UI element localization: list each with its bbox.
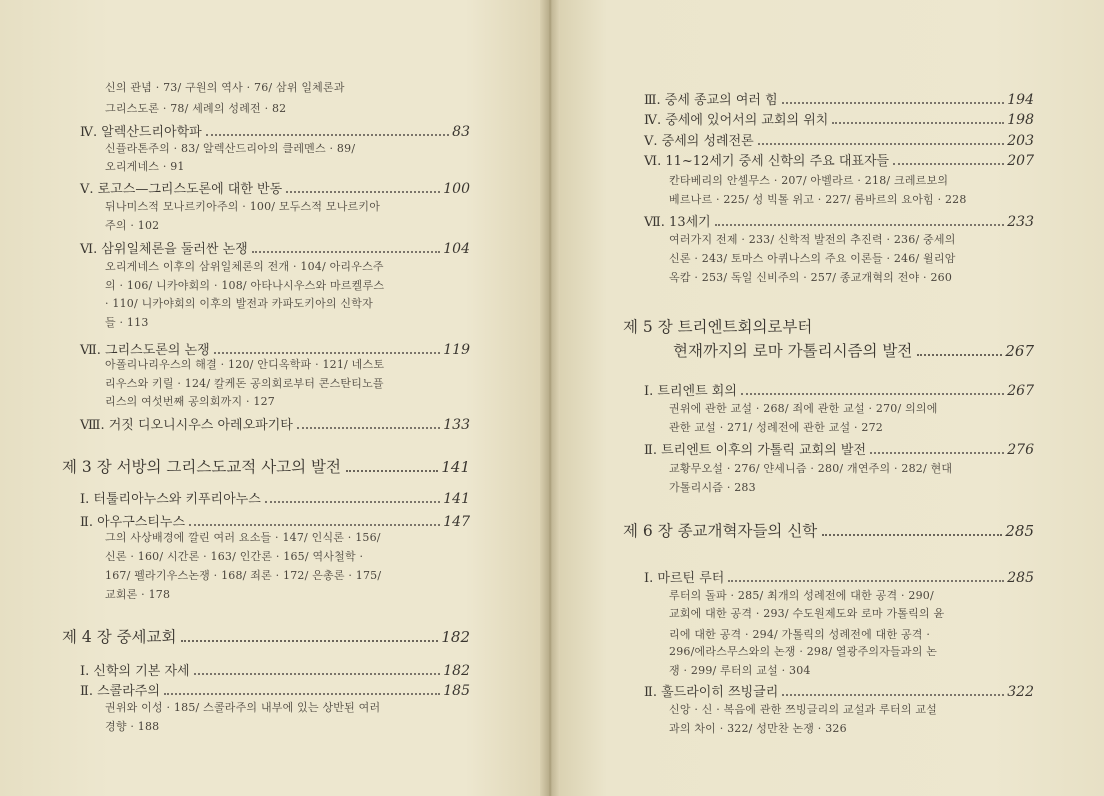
toc-entry[interactable] <box>644 681 1034 700</box>
toc-entry[interactable] <box>80 121 470 140</box>
entry-title: Ⅶ. 그리스도론의 논쟁 <box>80 343 210 358</box>
toc-entry[interactable] <box>80 511 470 530</box>
toc-subtopics: 그의 사상배경에 깔린 여러 요소들 · 147/ 인식론 · 156/ <box>105 531 381 544</box>
dot-leader <box>782 694 1004 696</box>
page-number: 267 <box>1005 342 1034 360</box>
toc-subtopics: 167/ 펠라기우스논쟁 · 168/ 죄론 · 172/ 은총론 · 175/ <box>105 569 382 582</box>
toc-subtopics: 권위와 이성 · 185/ 스콜라주의 내부에 있는 상반된 여러 <box>105 701 381 714</box>
toc-entry[interactable] <box>80 660 470 679</box>
toc-entry[interactable] <box>644 109 1034 128</box>
toc-subtopics: 오리게네스 · 91 <box>105 160 185 173</box>
dot-leader <box>189 524 440 526</box>
entry-title: Ⅵ. 11~12세기 중세 신학의 주요 대표자들 <box>644 154 890 169</box>
entry-title: Ⅰ. 터툴리아누스와 키푸리아누스 <box>80 492 261 507</box>
toc-subtopics: 교황무오설 · 276/ 얀세니즘 · 280/ 개연주의 · 282/ 현대 <box>669 462 953 475</box>
toc-subtopics: 뒤나미스적 모나르키아주의 · 100/ 모두스적 모나르키아 <box>105 200 381 213</box>
dot-leader <box>346 470 438 472</box>
dot-leader <box>206 134 449 136</box>
toc-subtopics: 신앙 · 신 · 복음에 관한 쯔빙글리의 교설과 루터의 교설 <box>669 703 938 716</box>
dot-leader <box>870 452 1004 454</box>
dot-leader <box>214 352 441 354</box>
page-number: 267 <box>1007 383 1034 399</box>
page-number: 119 <box>443 342 470 358</box>
toc-entry[interactable] <box>80 178 470 197</box>
book-gutter <box>540 0 560 796</box>
toc-entry[interactable] <box>644 130 1034 149</box>
toc-subtopics: 과의 차이 · 322/ 성만찬 논쟁 · 326 <box>669 722 847 735</box>
entry-title: Ⅴ. 로고스—그리스도론에 대한 반동 <box>80 182 283 197</box>
page-number: 182 <box>443 663 470 679</box>
page-number: 182 <box>441 628 470 646</box>
page-number: 322 <box>1007 684 1034 700</box>
entry-title: Ⅵ. 삼위일체론을 둘러싼 논쟁 <box>80 242 248 257</box>
entry-title: Ⅰ. 마르틴 루터 <box>644 571 725 586</box>
toc-subtopics: 리우스와 키릴 · 124/ 칼케돈 공의회로부터 콘스탄티노플 <box>105 377 384 390</box>
left-page <box>0 0 548 796</box>
toc-entry[interactable] <box>644 439 1034 458</box>
toc-subtopics: 신플라톤주의 · 83/ 알렉산드리아의 클레멘스 · 89/ <box>105 142 356 155</box>
toc-entry[interactable] <box>644 150 1034 169</box>
right-page <box>552 0 1104 796</box>
toc-subtopics: 리에 대한 공격 · 294/ 가톨릭의 성례전에 대한 공격 · <box>669 628 931 641</box>
chapter-title: 제 5 장 트리엔트회의로부터 <box>623 318 813 336</box>
toc-subtopics: 권위에 관한 교설 · 268/ 죄에 관한 교설 · 270/ 의의에 <box>669 402 938 415</box>
dot-leader <box>181 640 438 642</box>
page-number: 207 <box>1007 153 1034 169</box>
toc-subtopics: 관한 교설 · 271/ 성례전에 관한 교설 · 272 <box>669 421 883 434</box>
page-number: 203 <box>1007 133 1034 149</box>
toc-subtopics: 경향 · 188 <box>105 720 160 733</box>
entry-title: Ⅲ. 중세 종교의 여러 힘 <box>644 93 778 108</box>
entry-title: 제 6 장 종교개혁자들의 신학 <box>623 522 818 540</box>
entry-title: Ⅰ. 트리엔트 회의 <box>644 384 737 399</box>
dot-leader <box>252 251 441 253</box>
toc-subtopics: 루터의 돌파 · 285/ 최개의 성례전에 대한 공격 · 290/ <box>669 589 934 602</box>
dot-leader <box>822 534 1002 536</box>
toc-subtopics: 여러가지 전제 · 233/ 신학적 발전의 추진력 · 236/ 중세의 <box>669 233 956 246</box>
entry-title: Ⅱ. 아우구스티누스 <box>80 515 186 530</box>
toc-subtopics: 아폴리나리우스의 해결 · 120/ 안디옥학파 · 121/ 네스토 <box>105 358 385 371</box>
entry-title: Ⅱ. 훌드라이히 쯔빙글리 <box>644 685 779 700</box>
page-number: 141 <box>441 458 470 476</box>
entry-title: Ⅳ. 알렉산드리아학파 <box>80 125 202 140</box>
entry-title: Ⅶ. 13세기 <box>644 215 711 230</box>
chapter-entry[interactable] <box>62 625 470 647</box>
page-number: 83 <box>452 124 470 140</box>
chapter-entry[interactable] <box>673 339 1034 361</box>
toc-subtopics: 베르나르 · 225/ 성 빅톨 위고 · 227/ 롬바르의 요아힘 · 228 <box>669 193 967 206</box>
toc-subtopics: 칸타베리의 안셀무스 · 207/ 아벨라르 · 218/ 크레르보의 <box>669 174 949 187</box>
toc-subtopics: 신론 · 243/ 토마스 아퀴나스의 주요 이론들 · 246/ 윌리암 <box>669 252 956 265</box>
toc-subtopics: 오리게네스 이후의 삼위일체론의 전개 · 104/ 아리우스주 <box>105 260 384 273</box>
toc-entry[interactable] <box>644 89 1034 108</box>
toc-subtopics: 교회에 대한 공격 · 293/ 수도원제도와 로마 가톨릭의 윤 <box>669 607 945 620</box>
toc-subtopics: 신의 관념 · 73/ 구원의 역사 · 76/ 삼위 일체론과 <box>105 81 345 94</box>
dot-leader <box>265 501 440 503</box>
dot-leader <box>728 580 1004 582</box>
toc-subtopics: 교회론 · 178 <box>105 588 171 601</box>
toc-subtopics: 옥캄 · 253/ 독일 신비주의 · 257/ 종교개혁의 전야 · 260 <box>669 271 953 284</box>
entry-title: 제 4 장 중세교회 <box>62 628 177 646</box>
dot-leader <box>832 122 1004 124</box>
toc-entry[interactable] <box>80 488 470 507</box>
page-number: 133 <box>443 417 470 433</box>
page-number: 276 <box>1007 442 1034 458</box>
page-number: 285 <box>1007 570 1034 586</box>
toc-subtopics: · 110/ 니카야회의 이후의 발전과 카파도키아의 신학자 <box>105 297 373 310</box>
toc-subtopics: 주의 · 102 <box>105 219 160 232</box>
toc-subtopics: 신론 · 160/ 시간론 · 163/ 인간론 · 165/ 역사철학 · <box>105 550 364 563</box>
dot-leader <box>194 673 441 675</box>
page-number: 147 <box>443 514 470 530</box>
toc-entry[interactable] <box>80 414 470 433</box>
page-number: 185 <box>443 683 470 699</box>
entry-title: Ⅴ. 중세의 성례전론 <box>644 134 754 149</box>
toc-entry[interactable] <box>644 567 1034 586</box>
entry-title: Ⅱ. 트리엔트 이후의 가톨릭 교회의 발전 <box>644 443 867 458</box>
page-number: 233 <box>1007 214 1034 230</box>
dot-leader <box>741 393 1004 395</box>
dot-leader <box>758 143 1005 145</box>
toc-subtopics: 들 · 113 <box>105 316 149 329</box>
dot-leader <box>893 163 1004 165</box>
toc-entry[interactable] <box>80 680 470 699</box>
dot-leader <box>297 427 440 429</box>
page-number: 285 <box>1005 522 1034 540</box>
toc-entry[interactable] <box>644 380 1034 399</box>
toc-entry[interactable] <box>644 211 1034 230</box>
toc-subtopics: 296/에라스무스와의 논쟁 · 298/ 열광주의자들과의 논 <box>669 645 938 658</box>
page-number: 141 <box>443 491 470 507</box>
page-number: 198 <box>1007 112 1034 128</box>
dot-leader <box>286 191 440 193</box>
toc-subtopics: 그리스도론 · 78/ 세례의 성례전 · 82 <box>105 102 287 115</box>
toc-entry[interactable] <box>80 238 470 257</box>
toc-subtopics: 리스의 여섯번째 공의회까지 · 127 <box>105 395 275 408</box>
chapter-entry[interactable] <box>623 519 1034 541</box>
dot-leader <box>164 693 440 695</box>
entry-title: Ⅳ. 중세에 있어서의 교회의 위치 <box>644 113 829 128</box>
dot-leader <box>917 354 1002 356</box>
entry-title: 제 3 장 서방의 그리스도교적 사고의 발전 <box>62 458 341 476</box>
toc-subtopics: 가톨리시즘 · 283 <box>669 481 756 494</box>
entry-title: Ⅱ. 스콜라주의 <box>80 684 160 699</box>
page-number: 100 <box>443 181 470 197</box>
entry-title: 현재까지의 로마 가톨리시즘의 발전 <box>673 342 913 360</box>
toc-subtopics: 의 · 106/ 니카야회의 · 108/ 아타나시우스와 마르켈루스 <box>105 279 385 292</box>
entry-title: Ⅰ. 신학의 기본 자세 <box>80 664 190 679</box>
dot-leader <box>782 102 1005 104</box>
chapter-entry[interactable] <box>62 455 470 477</box>
toc-subtopics: 쟁 · 299/ 루터의 교설 · 304 <box>669 664 811 677</box>
page-number: 194 <box>1007 92 1034 108</box>
page-number: 104 <box>443 241 470 257</box>
entry-title: Ⅷ. 거짓 디오니시우스 아레오파기타 <box>80 418 293 433</box>
dot-leader <box>715 224 1005 226</box>
